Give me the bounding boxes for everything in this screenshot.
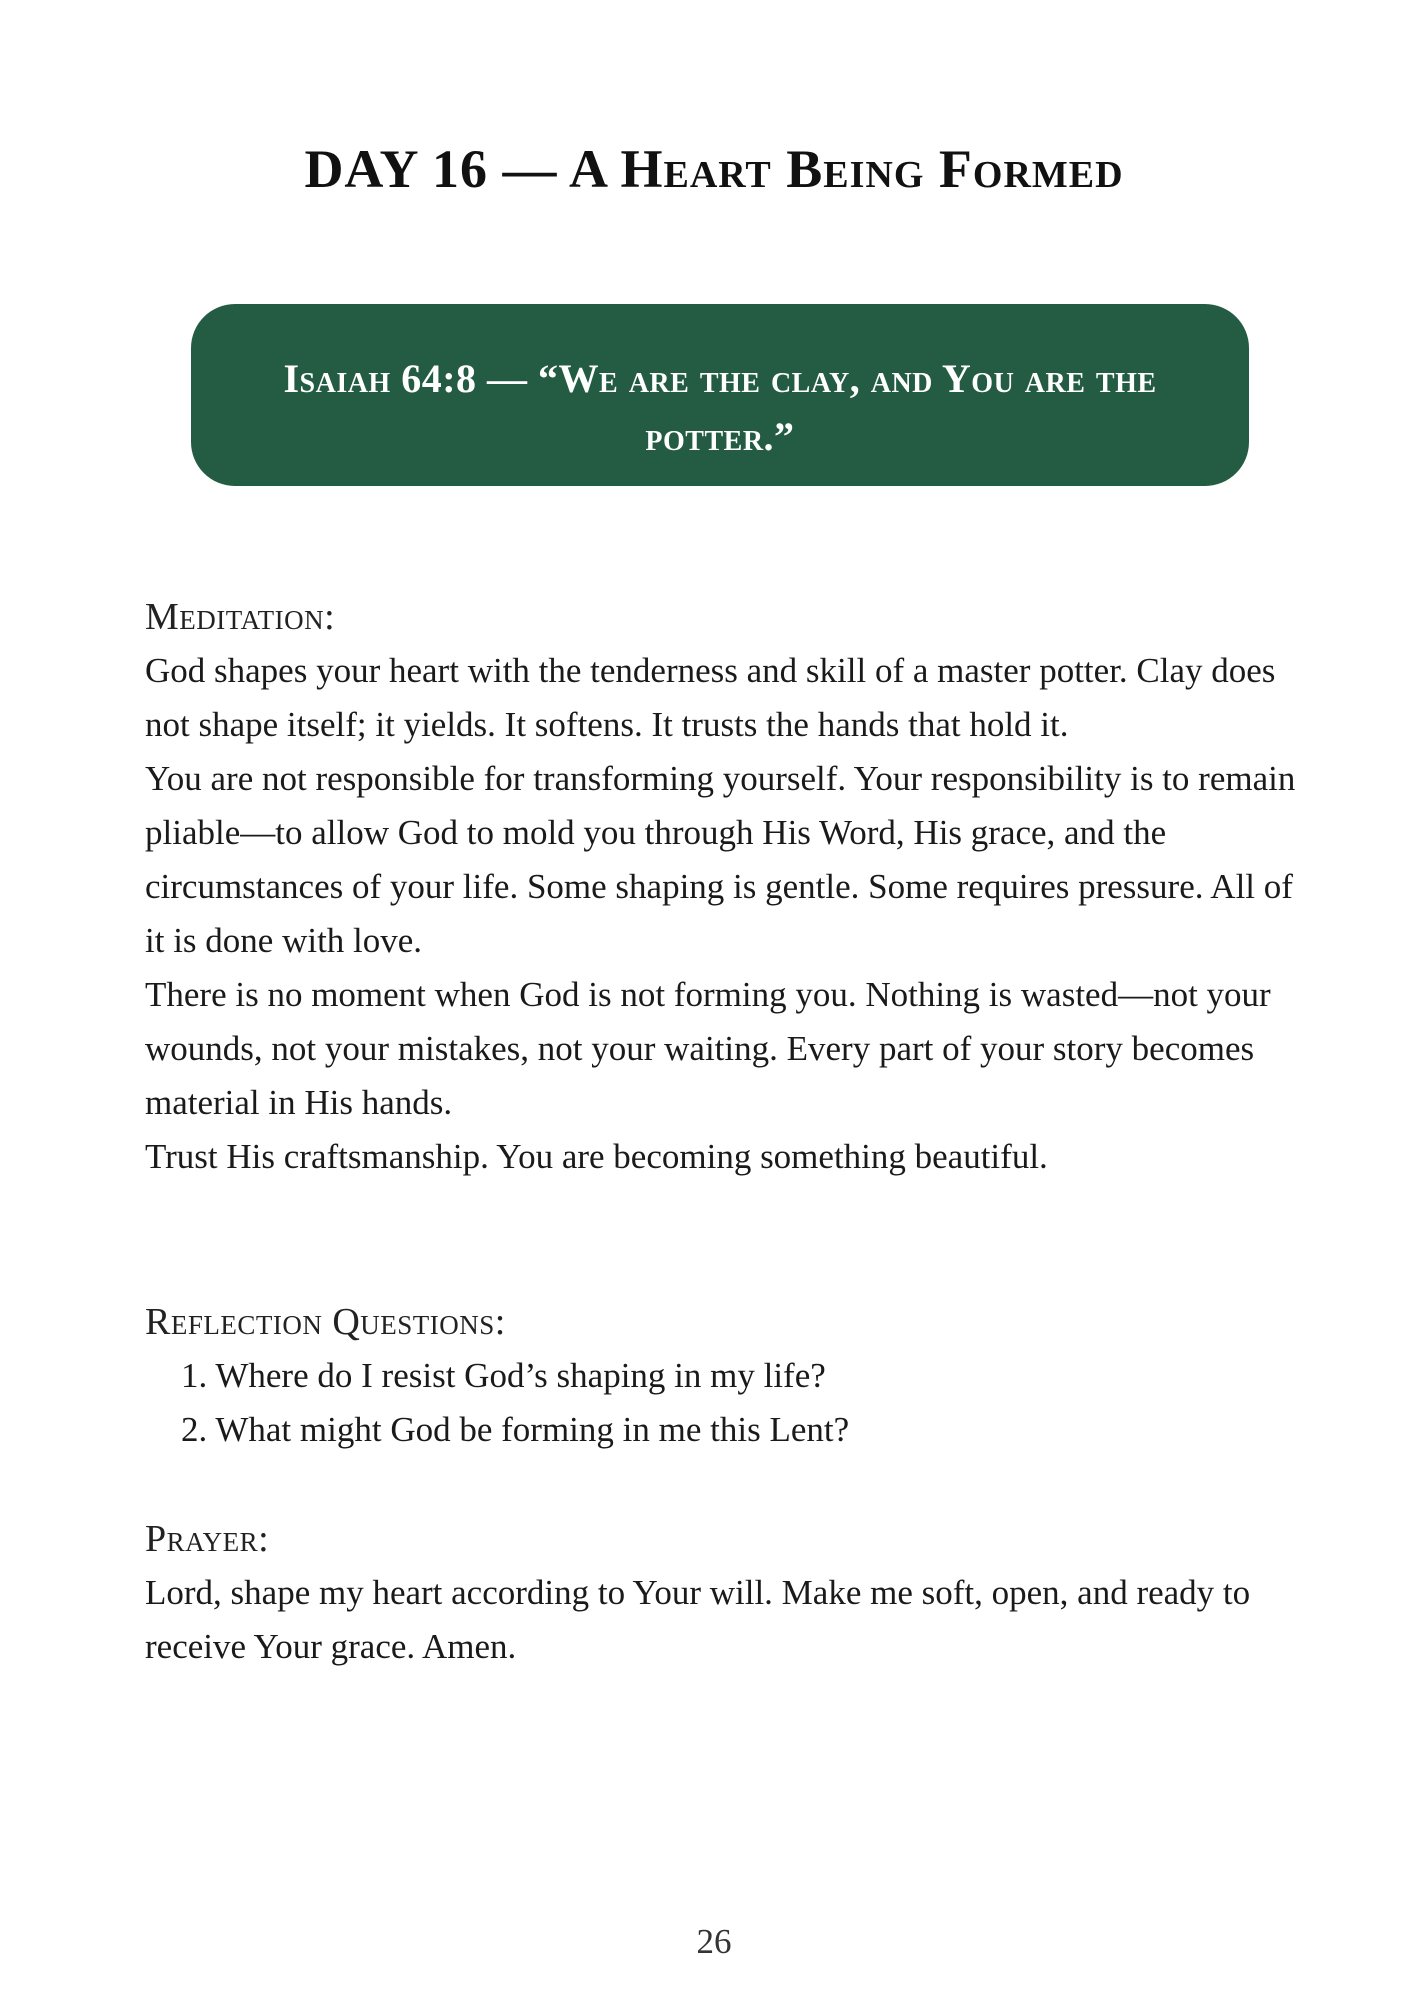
verse-banner bbox=[191, 304, 1249, 486]
meditation-paragraph: Trust His craftsmanship. You are becoming something beautiful. bbox=[145, 1137, 1048, 1176]
reflection-heading: Reflection Questions: bbox=[145, 1301, 506, 1343]
meditation-section bbox=[145, 590, 1305, 1184]
reflection-question: 1. Where do I resist God’s shaping in my life? bbox=[181, 1356, 826, 1395]
meditation-paragraph: God shapes your heart with the tenderness and skill of a master potter. Clay does not shape itself; it yields. It softens. It trusts the hands that hold it. bbox=[145, 651, 1276, 744]
meditation-paragraph: There is no moment when God is not forming you. Nothing is wasted—not your wounds, not your mistakes, not your waiting. Every part of your story becomes material in His hands. bbox=[145, 975, 1271, 1122]
prayer-text: Lord, shape my heart according to Your will. Make me soft, open, and ready to receive Your grace. Amen. bbox=[145, 1573, 1251, 1666]
prayer-heading: Prayer: bbox=[145, 1518, 270, 1560]
page-number: 26 bbox=[696, 1922, 732, 1961]
prayer-body bbox=[145, 1566, 1305, 1674]
prayer-section bbox=[145, 1512, 1305, 1674]
meditation-body bbox=[145, 644, 1305, 1184]
reflection-section bbox=[145, 1295, 1305, 1457]
meditation-heading: Meditation: bbox=[145, 596, 336, 638]
page-title: DAY 16 — A Heart Being Formed bbox=[304, 139, 1124, 199]
meditation-paragraph: You are not responsible for transforming yourself. Your responsibility is to remain pliable—to allow God to mold you through His Word, His grace, and the circumstances of your life. Some shaping is gentle. Some requires pressure. All of it is done with love. bbox=[145, 759, 1296, 960]
reflection-questions-list bbox=[145, 1349, 1305, 1457]
reflection-question: 2. What might God be forming in me this Lent? bbox=[181, 1410, 850, 1449]
verse-text: Isaiah 64:8 — “We are the clay, and You are the potter.” bbox=[283, 356, 1157, 459]
